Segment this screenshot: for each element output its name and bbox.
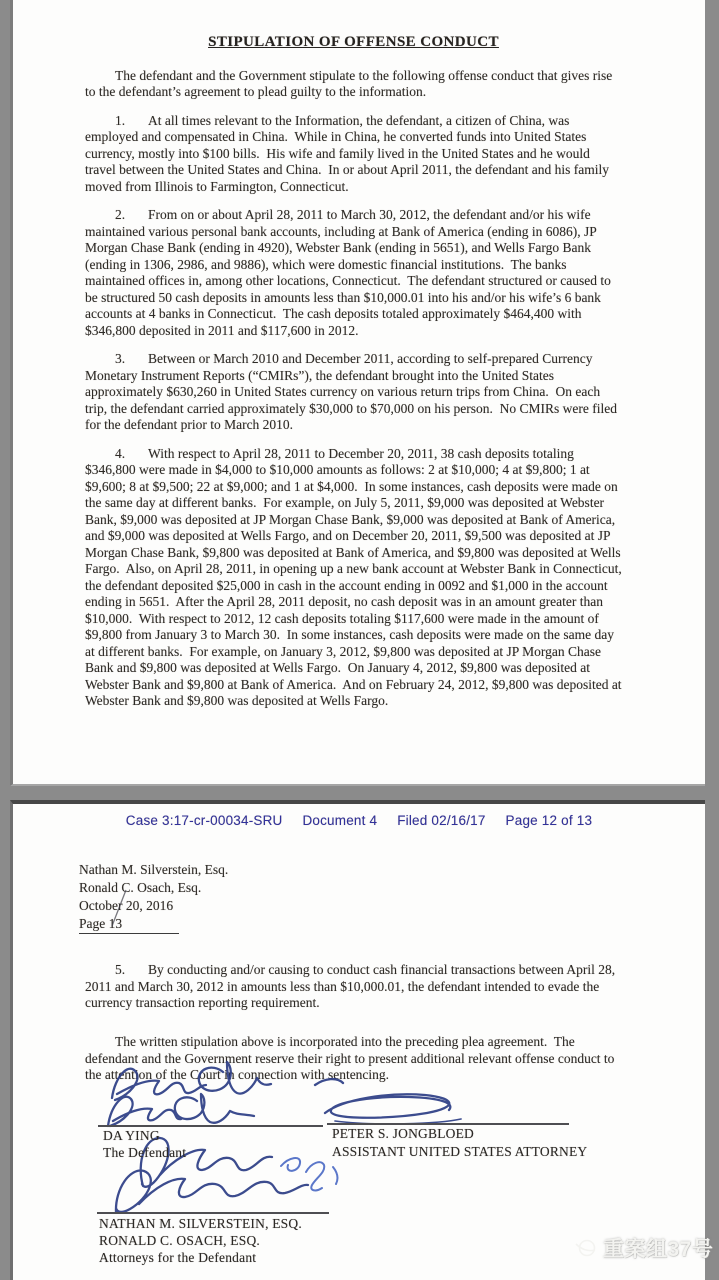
paragraph-4-number: 4. — [115, 445, 126, 461]
defendant-signature-line — [98, 1125, 323, 1127]
document-page-2 — [10, 800, 705, 1280]
addressee-line: Ronald C. Osach, Esq. — [79, 880, 202, 895]
watermark — [574, 1233, 713, 1263]
paragraph-5-text: By conducting and/or causing to conduct cash financial transactions between April 28, 2011 and March 30, 2012 in amounts less than $10,000.01, the defendant intended to evade the currency transaction reporting requirement. — [85, 962, 619, 1010]
document-number: Document 4 — [302, 813, 378, 828]
ecf-case-header — [13, 813, 705, 830]
defendant-name: DA YING — [103, 1128, 160, 1143]
case-number: Case 3:17-cr-00034-SRU — [125, 813, 283, 828]
paragraph-5-number: 5. — [115, 962, 126, 977]
prosecutor-signature-line — [327, 1123, 569, 1125]
paragraph-4 — [85, 445, 626, 710]
paragraph-5 — [85, 962, 622, 1012]
attorney-signature-line — [97, 1212, 329, 1214]
paragraph-2-number: 2. — [115, 207, 126, 222]
prosecutor-name: PETER S. JONGBLOED — [332, 1126, 474, 1141]
defendant-signature-2 — [108, 1094, 254, 1126]
paragraph-2 — [85, 207, 622, 339]
addressee-line: October 20, 2016 — [79, 898, 174, 913]
paragraph-1-text: At all times relevant to the Information, the defendant, a citizen of China, was employed and compensated in China. While in China, he converted funds into United States currency, mostly into $100 bills. His wife and family lived in the United States and he would travel between the United States and China. In or about April 2011, the defendant and his family moved from Illinois to Farmington, Connecticut. — [85, 112, 613, 194]
paragraph-1 — [85, 113, 622, 196]
addressee-block — [79, 861, 228, 934]
addressee-line: Nathan M. Silverstein, Esq. — [79, 862, 229, 877]
document-title: STIPULATION OF OFFENSE CONDUCT — [208, 34, 499, 50]
paragraph-3-text: Between or March 2010 and December 2011, according to self-prepared Currency Monetary Instrument Reports (“CMIRs”), the defendant brought into the United States approximately $630,260 in United States currency on various return trips from China. On each trip, the defendant carried approximately $30,000 to $70,000 on his person. No CMIRs were filed for the defendant prior to March 2010. — [85, 351, 621, 432]
page-number: Page 12 of 13 — [505, 813, 593, 828]
closing-paragraph: The written stipulation above is incorporated into the preceding plea agreement. The defendant and the Government reserve their right to present additional relevant offense conduct to the attention of the Court in connection with sentencing. — [85, 1034, 618, 1082]
paragraph-1-number: 1. — [115, 112, 126, 128]
attorney-role: Attorneys for the Defendant — [99, 1250, 257, 1265]
page-13-label: Page 13 — [79, 915, 179, 934]
intro-paragraph: The defendant and the Government stipulate to the following offense conduct that gives rise to the defendant’s agreement to plead guilty to the information. — [85, 67, 616, 99]
esq-flourish — [281, 1158, 324, 1190]
prosecutor-signature — [315, 1079, 450, 1118]
paragraph-3-number: 3. — [115, 351, 126, 366]
attorney-signature-2 — [116, 1171, 308, 1212]
document-page-1 — [10, 0, 705, 786]
paragraph-3 — [85, 351, 622, 434]
filed-date: Filed 02/16/17 — [397, 813, 486, 828]
defendant-role: The Defendant — [103, 1145, 187, 1160]
attorney-name-1: NATHAN M. SILVERSTEIN, ESQ. — [99, 1216, 302, 1231]
watermark-label: 重案组37号 — [603, 1238, 714, 1261]
attorney-name-2: RONALD C. OSACH, ESQ. — [99, 1233, 260, 1248]
watermark-logo-icon — [574, 1236, 598, 1260]
paragraph-2-text: From on or about April 28, 2011 to March 30, 2012, the defendant and/or his wife maintained various personal bank accounts, including at Bank of America (ending in 6086), JP Morgan Chase Bank (ending in 4920), Webster Bank (ending in 5651), and Wells Fargo Bank (ending in 1306, 2986, and 9886), which were domestic financial institutions. The banks maintained offices in, among other locations, Connecticut. The defendant structured or caused to be structured 50 cash deposits in amounts less than $10,000.01 into his and/or his wife’s 6 bank accounts at 4 banks in Connecticut. The cash deposits totaled approximately $464,400 with $346,800 deposited in 2011 and $117,600 in 2012. — [85, 207, 615, 338]
ink-tick-mark — [333, 1167, 337, 1184]
paragraph-4-text: With respect to April 28, 2011 to December 20, 2011, 38 cash deposits totaling $346,800 were made in $4,000 to $10,000 amounts as follows: 2 at $10,000; 4 at $9,800; 1 at $9,600; 8 at $9,500; 22 at $9,000; and 1 at $4,000. In some instances, cash deposits were made on the same day at different banks. For example, on July 5, 2011, $9,000 was deposited at Webster Bank, $9,000 was deposited at JP Morgan Chase Bank, $9,000 was deposited at Bank of America, and $9,000 was deposited at Wells Fargo, and on December 20, 2011, $9,500 was deposited at JP Morgan Chase Bank, $9,800 was deposited at Bank of America, and $9,800 was deposited at Wells Fargo. Also, on April 28, 2011, in opening up a new bank account at Webster Bank in Connecticut, the defendant deposited $25,000 in cash in the account ending in 0092 and $1,000 in the account ending in 5651. After the April 28, 2011 deposit, no cash deposit was in an amount greater than $10,000. With respect to 2012, 12 cash deposits totaling $117,600 were made in the amount of $9,800 from January 3 to March 30. In some instances, cash deposits were made on the same day at different banks. For example, on January 3, 2012, $9,800 was deposited at JP Morgan Chase Bank and $9,800 was deposited at Wells Fargo. On January 4, 2012, $9,800 was deposited at Webster Bank and $9,800 at Bank of America. And on February 24, 2012, $9,800 was deposited at Webster Bank and $9,800 was deposited at Wells Fargo. — [85, 445, 626, 708]
prosecutor-role: ASSISTANT UNITED STATES ATTORNEY — [332, 1144, 588, 1159]
